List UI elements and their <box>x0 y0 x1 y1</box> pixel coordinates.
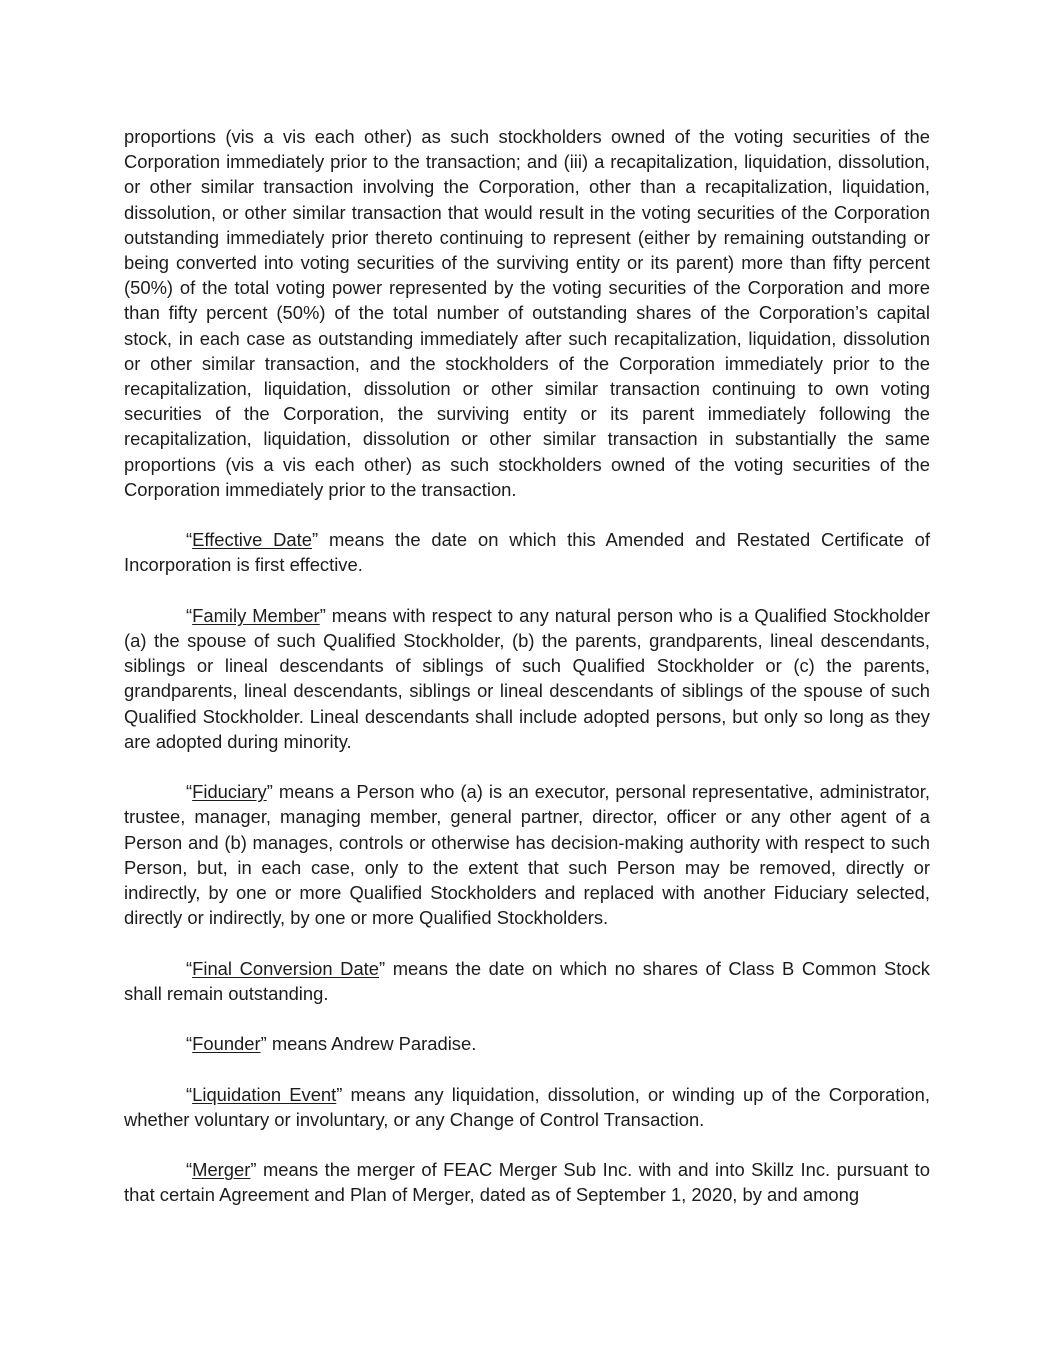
definition-merger <box>124 1157 930 1207</box>
definition-text: ” means the merger of FEAC Merger Sub Inc. with and into Skillz Inc. pursuant to that certain Agreement and Plan of Merger, dated as of September 1, 2020, by and among <box>124 1159 930 1206</box>
open-quote: “ <box>186 957 193 979</box>
definition-text: ” means any liquidation, dissolution, or winding up of the Corporation, whether voluntary or involuntary, or any Change of Control Transaction. <box>124 1083 930 1130</box>
definition-family-member <box>124 603 930 754</box>
definition-effective-date <box>124 527 930 577</box>
open-quote: “ <box>186 1033 193 1055</box>
definition-text: ” means Andrew Paradise. <box>260 1033 477 1055</box>
open-quote: “ <box>186 604 193 626</box>
document-page <box>124 124 930 1233</box>
definition-founder <box>124 1031 930 1056</box>
open-quote: “ <box>186 1159 193 1181</box>
defined-term: Final Conversion Date <box>192 957 380 979</box>
open-quote: “ <box>186 781 193 803</box>
defined-term: Fiduciary <box>192 781 267 803</box>
definition-text: ” means a Person who (a) is an executor, personal representative, administrator, trustee, manager, managing member, general partner, director, officer or any other agent of a Person and (b) manages, controls or otherwise has decision-making authority with respect to such Person, but, in each case, only to the extent that such Person may be removed, directly or indirectly, by one or more Qualified Stockholders and replaced with another Fiduciary selected, directly or indirectly, by one or more Qualified Stockholders. <box>124 781 930 929</box>
open-quote: “ <box>186 529 193 551</box>
defined-term: Liquidation Event <box>192 1083 337 1105</box>
paragraph-text: proportions (vis a vis each other) as such stockholders owned of the voting securities of the Corporation immediately prior to the transaction; and (iii) a recapitalization, liquidation, dissolution, or other similar transaction involving the Corporation, other than a recapitalization, liquidation, dissolution, or other similar transaction that would result in the voting securities of the Corporation outstanding immediately prior thereto continuing to represent (either by remaining outstanding or being converted into voting securities of the surviving entity or its parent) more than fifty percent (50%) of the total voting power represented by the voting securities of the Corporation and more than fifty percent (50%) of the total number of outstanding shares of the Corporation’s capital stock, in each case as outstanding immediately after such recapitalization, liquidation, dissolution or other similar transaction, and the stockholders of the Corporation immediately prior to the recapitalization, liquidation, dissolution or other similar transaction continuing to own voting securities of the Corporation, the surviving entity or its parent immediately following the recapitalization, liquidation, dissolution or other similar transaction in substantially the same proportions (vis a vis each other) as such stockholders owned of the voting securities of the Corporation immediately prior to the transaction. <box>124 126 930 500</box>
definition-text: ” means with respect to any natural person who is a Qualified Stockholder (a) the spouse of such Qualified Stockholder, (b) the parents, grandparents, lineal descendants, siblings or lineal descendants of siblings of such Qualified Stockholder or (c) the parents, grandparents, lineal descendants, siblings or lineal descendants of siblings of the spouse of such Qualified Stockholder. Lineal descendants shall include adopted persons, but only so long as they are adopted during minority. <box>124 604 930 752</box>
definition-text: ” means the date on which no shares of Class B Common Stock shall remain outstanding. <box>124 957 930 1004</box>
definition-liquidation-event <box>124 1082 930 1132</box>
definition-text: ” means the date on which this Amended and Restated Certificate of Incorporation is first effective. <box>124 529 930 576</box>
open-quote: “ <box>186 1083 193 1105</box>
defined-term: Family Member <box>192 604 320 626</box>
defined-term: Founder <box>192 1033 261 1055</box>
defined-term: Effective Date <box>192 529 312 551</box>
defined-term: Merger <box>192 1159 251 1181</box>
definition-fiduciary <box>124 779 930 930</box>
definition-final-conversion-date <box>124 956 930 1006</box>
paragraph-continuation <box>124 124 930 502</box>
